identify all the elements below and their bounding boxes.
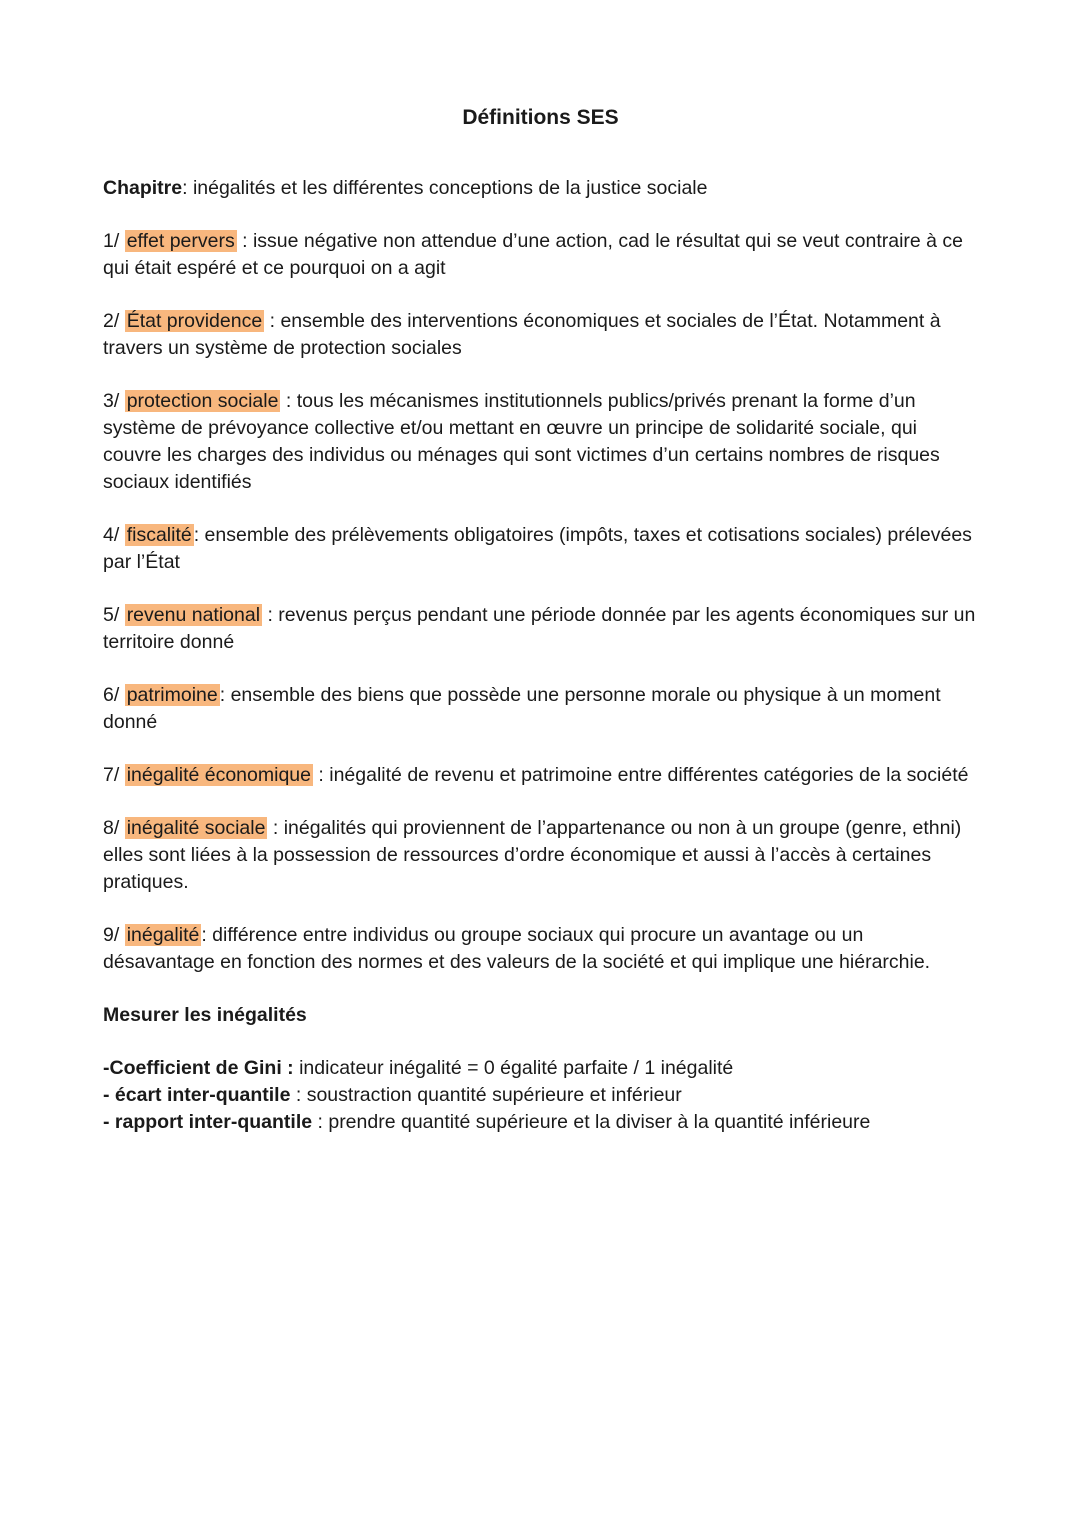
definition-item [103,522,978,576]
definition-item [103,922,978,976]
definition-item [103,308,978,362]
document-page [103,104,978,1136]
definition-term: protection sociale [126,390,279,412]
definition-number: 4/ [103,524,120,546]
chapter-label: Chapitre [103,177,183,199]
definition-term: inégalité sociale [126,817,266,839]
measure-term: -Coefficient de Gini : [103,1057,294,1079]
definition-item [103,682,978,736]
definition-item [103,228,978,282]
definition-number: 7/ [103,764,120,786]
definition-term: État providence [126,310,263,332]
definition-term: fiscalité [126,524,192,546]
measure-term: - rapport inter-quantile [103,1111,313,1133]
definition-text: : tous les mécanismes institutionnels publics/privés prenant la forme d’un système de prévoyance collective et/ou mettant en œuvre un principe de solidarité sociale, qui couvre les charges des individus ou ménages qui sont victimes d’un certains nombres de risques sociaux identifiés [103,390,940,493]
definition-number: 1/ [103,230,120,252]
definition-text: : inégalité de revenu et patrimoine entre différentes catégories de la société [318,764,969,786]
definition-text: : inégalités qui proviennent de l’appartenance ou non à un groupe (genre, ethni) elles sont liées à la possession de ressources d’ordre économique et aussi à l’accès à certaines pratiques. [103,817,962,893]
measure-text: : soustraction quantité supérieure et inférieur [290,1084,682,1106]
definition-number: 2/ [103,310,120,332]
definition-text: : ensemble des biens que possède une personne morale ou physique à un moment donné [103,684,941,733]
definition-item [103,815,978,896]
definition-number: 3/ [103,390,120,412]
definition-term: effet pervers [126,230,235,252]
section-title: Mesurer les inégalités [103,1004,307,1026]
measure-list [103,1055,978,1136]
chapter-text: : inégalités et les différentes conceptions de la justice sociale [182,177,708,199]
definition-term: revenu national [126,604,261,626]
definition-term: patrimoine [126,684,218,706]
definition-number: 6/ [103,684,120,706]
definition-text: : issue négative non attendue d’une action, cad le résultat qui se veut contraire à ce qui était espéré et ce pourquoi on a agit [103,230,964,279]
definition-number: 5/ [103,604,120,626]
measure-item [103,1109,978,1136]
definition-number: 9/ [103,924,120,946]
definition-text: : ensemble des prélèvements obligatoires (impôts, taxes et cotisations sociales) prélevées par l’État [103,524,972,573]
definition-term: inégalité [126,924,200,946]
measure-item [103,1055,978,1082]
measure-text: : prendre quantité supérieure et la diviser à la quantité inférieure [312,1111,871,1133]
document-title: Définitions SES [462,106,619,129]
definition-text: : ensemble des interventions économiques et sociales de l’État. Notamment à travers un système de protection sociales [103,310,941,359]
definition-number: 8/ [103,817,120,839]
measure-term: - écart inter-quantile [103,1084,291,1106]
definition-text: : revenus perçus pendant une période donnée par les agents économiques sur un territoire donné [103,604,976,653]
definition-text: : différence entre individus ou groupe sociaux qui procure un avantage ou un désavantage en fonction des normes et des valeurs de la société et qui implique une hiérarchie. [103,924,931,973]
measure-item [103,1082,978,1109]
definition-item [103,388,978,496]
chapter-line [103,175,978,202]
definition-term: inégalité économique [126,764,311,786]
definition-item [103,602,978,656]
measure-text: indicateur inégalité = 0 égalité parfaite / 1 inégalité [293,1057,734,1079]
definition-item [103,762,978,789]
